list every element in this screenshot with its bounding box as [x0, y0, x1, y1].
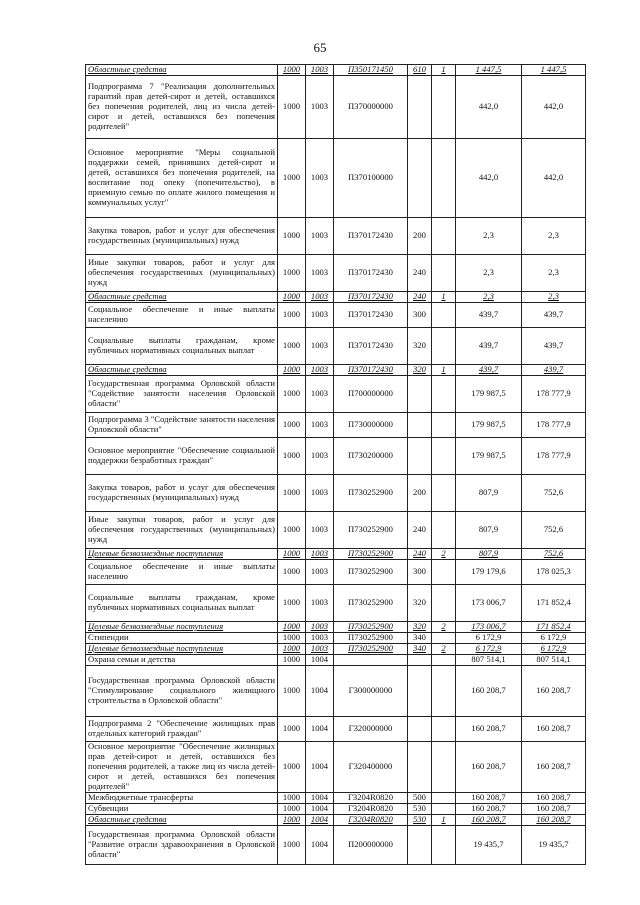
amount-year2-cell: 160 208,7 — [522, 793, 586, 804]
table-row — [86, 218, 586, 255]
row-name-cell: Государственная программа Орловской области "Развитие отрасли здравоохранения в Орловской области" — [86, 826, 278, 865]
expense-type-cell: 500 — [408, 793, 432, 804]
amount-year2-cell: 439,7 — [522, 328, 586, 365]
table-row — [86, 804, 586, 815]
table-row — [86, 292, 586, 303]
amount-year1-cell: 2,3 — [456, 292, 522, 303]
expense-type-cell — [408, 376, 432, 413]
amount-year1-cell: 807,9 — [456, 512, 522, 549]
amount-year2-cell: 442,0 — [522, 76, 586, 139]
subsection-code-cell: 1004 — [306, 804, 334, 815]
expense-type-cell: 320 — [408, 622, 432, 633]
amount-year2-cell: 160 208,7 — [522, 815, 586, 826]
funding-source-cell — [432, 560, 456, 585]
page-number: 65 — [313, 40, 327, 55]
row-name-cell: Межбюджетные трансферты — [86, 793, 278, 804]
subsection-code-cell: 1004 — [306, 666, 334, 717]
amount-year1-cell: 173 006,7 — [456, 585, 522, 622]
expense-type-cell: 240 — [408, 549, 432, 560]
section-code-cell: 1000 — [278, 475, 306, 512]
row-name-cell: Областные средства — [86, 292, 278, 303]
row-name-cell: Целевые безвозмездные поступления — [86, 622, 278, 633]
target-article-cell: П730252900 — [334, 560, 408, 585]
funding-source-cell — [432, 475, 456, 512]
expense-type-cell: 320 — [408, 365, 432, 376]
table-row — [86, 328, 586, 365]
expense-type-cell: 240 — [408, 255, 432, 292]
amount-year2-cell: 160 208,7 — [522, 804, 586, 815]
row-name-cell: Областные средства — [86, 815, 278, 826]
amount-year2-cell: 178 025,3 — [522, 560, 586, 585]
amount-year1-cell: 442,0 — [456, 139, 522, 218]
funding-source-cell — [432, 139, 456, 218]
funding-source-cell — [432, 76, 456, 139]
target-article-cell: П370172430 — [334, 303, 408, 328]
subsection-code-cell: 1004 — [306, 793, 334, 804]
amount-year2-cell: 2,3 — [522, 218, 586, 255]
table-row — [86, 65, 586, 76]
subsection-code-cell: 1003 — [306, 303, 334, 328]
table-row — [86, 793, 586, 804]
target-article-cell: П730252900 — [334, 512, 408, 549]
subsection-code-cell: 1004 — [306, 815, 334, 826]
row-name-cell: Стипендии — [86, 633, 278, 644]
expense-type-cell: 300 — [408, 303, 432, 328]
section-code-cell: 1000 — [278, 622, 306, 633]
target-article-cell: П730252900 — [334, 644, 408, 655]
budget-table-body — [86, 65, 586, 865]
funding-source-cell — [432, 793, 456, 804]
expense-type-cell — [408, 139, 432, 218]
target-article-cell — [334, 655, 408, 666]
subsection-code-cell: 1003 — [306, 255, 334, 292]
row-name-cell: Социальное обеспечение и иные выплаты населению — [86, 560, 278, 585]
amount-year2-cell: 178 777,9 — [522, 413, 586, 438]
row-name-cell: Охрана семьи и детства — [86, 655, 278, 666]
funding-source-cell — [432, 742, 456, 793]
expense-type-cell — [408, 717, 432, 742]
row-name-cell: Иные закупки товаров, работ и услуг для обеспечения государственных (муниципальных) нужд — [86, 512, 278, 549]
subsection-code-cell: 1003 — [306, 475, 334, 512]
table-row — [86, 413, 586, 438]
row-name-cell: Подпрограмма 7 "Реализация дополнительных гарантий прав детей-сирот и детей, оставшихся без попечения родителей, лиц из числа детей-сирот и детей, оставшихся без попечения родителей" — [86, 76, 278, 139]
subsection-code-cell: 1003 — [306, 218, 334, 255]
amount-year1-cell: 160 208,7 — [456, 793, 522, 804]
subsection-code-cell: 1003 — [306, 560, 334, 585]
row-name-cell: Социальное обеспечение и иные выплаты населению — [86, 303, 278, 328]
amount-year2-cell: 1 447,5 — [522, 65, 586, 76]
target-article-cell: П370172430 — [334, 292, 408, 303]
funding-source-cell — [432, 328, 456, 365]
amount-year1-cell: 179 987,5 — [456, 438, 522, 475]
section-code-cell: 1000 — [278, 804, 306, 815]
table-row — [86, 742, 586, 793]
subsection-code-cell: 1003 — [306, 76, 334, 139]
table-row — [86, 365, 586, 376]
target-article-cell: П200000000 — [334, 826, 408, 865]
subsection-code-cell: 1003 — [306, 65, 334, 76]
expense-type-cell: 340 — [408, 633, 432, 644]
funding-source-cell: 2 — [432, 622, 456, 633]
target-article-cell: П370172430 — [334, 365, 408, 376]
subsection-code-cell: 1004 — [306, 717, 334, 742]
subsection-code-cell: 1003 — [306, 292, 334, 303]
amount-year2-cell: 2,3 — [522, 292, 586, 303]
subsection-code-cell: 1003 — [306, 512, 334, 549]
row-name-cell: Закупка товаров, работ и услуг для обеспечения государственных (муниципальных) нужд — [86, 475, 278, 512]
section-code-cell: 1000 — [278, 655, 306, 666]
expense-type-cell: 340 — [408, 644, 432, 655]
section-code-cell: 1000 — [278, 666, 306, 717]
table-row — [86, 255, 586, 292]
section-code-cell: 1000 — [278, 438, 306, 475]
target-article-cell: Г300000000 — [334, 666, 408, 717]
expense-type-cell: 320 — [408, 585, 432, 622]
amount-year1-cell: 442,0 — [456, 76, 522, 139]
target-article-cell: Г3204R0820 — [334, 804, 408, 815]
row-name-cell: Основное мероприятие "Меры социальной поддержки семей, принявших детей-сирот и детей, оставшихся без попечения родителей, на воспитание под опеку (попечительство), в приемную семью по оплате жилого помещения и коммунальных услуг" — [86, 139, 278, 218]
funding-source-cell — [432, 826, 456, 865]
row-name-cell: Государственная программа Орловской области "Стимулирование социального жилищного строительства в Орловской области" — [86, 666, 278, 717]
amount-year2-cell: 752,6 — [522, 475, 586, 512]
funding-source-cell: 2 — [432, 644, 456, 655]
expense-type-cell: 240 — [408, 292, 432, 303]
target-article-cell: Г320000000 — [334, 717, 408, 742]
funding-source-cell — [432, 438, 456, 475]
table-row — [86, 717, 586, 742]
subsection-code-cell: 1003 — [306, 139, 334, 218]
expense-type-cell: 530 — [408, 815, 432, 826]
section-code-cell: 1000 — [278, 255, 306, 292]
amount-year1-cell: 439,7 — [456, 365, 522, 376]
target-article-cell: П730252900 — [334, 549, 408, 560]
table-row — [86, 76, 586, 139]
amount-year2-cell: 6 172,9 — [522, 633, 586, 644]
section-code-cell: 1000 — [278, 793, 306, 804]
amount-year2-cell: 442,0 — [522, 139, 586, 218]
funding-source-cell — [432, 717, 456, 742]
table-row — [86, 475, 586, 512]
row-name-cell: Социальные выплаты гражданам, кроме публичных нормативных социальных выплат — [86, 328, 278, 365]
amount-year1-cell: 179 987,5 — [456, 376, 522, 413]
amount-year1-cell: 807,9 — [456, 475, 522, 512]
section-code-cell: 1000 — [278, 549, 306, 560]
budget-table — [85, 64, 586, 865]
amount-year1-cell: 1 447,5 — [456, 65, 522, 76]
expense-type-cell: 320 — [408, 328, 432, 365]
funding-source-cell — [432, 804, 456, 815]
funding-source-cell — [432, 655, 456, 666]
expense-type-cell — [408, 742, 432, 793]
row-name-cell: Социальные выплаты гражданам, кроме публичных нормативных социальных выплат — [86, 585, 278, 622]
expense-type-cell — [408, 438, 432, 475]
subsection-code-cell: 1003 — [306, 328, 334, 365]
expense-type-cell: 240 — [408, 512, 432, 549]
subsection-code-cell: 1003 — [306, 365, 334, 376]
amount-year2-cell: 439,7 — [522, 303, 586, 328]
amount-year2-cell: 171 852,4 — [522, 585, 586, 622]
target-article-cell: П370172430 — [334, 328, 408, 365]
amount-year1-cell: 179 179,6 — [456, 560, 522, 585]
funding-source-cell: 1 — [432, 292, 456, 303]
section-code-cell: 1000 — [278, 633, 306, 644]
target-article-cell: П370172430 — [334, 255, 408, 292]
target-article-cell: П370100000 — [334, 139, 408, 218]
target-article-cell: П730252900 — [334, 633, 408, 644]
funding-source-cell — [432, 585, 456, 622]
amount-year1-cell: 179 987,5 — [456, 413, 522, 438]
section-code-cell: 1000 — [278, 826, 306, 865]
table-row — [86, 549, 586, 560]
funding-source-cell — [432, 303, 456, 328]
amount-year1-cell: 807,9 — [456, 549, 522, 560]
row-name-cell: Областные средства — [86, 365, 278, 376]
amount-year2-cell: 2,3 — [522, 255, 586, 292]
amount-year1-cell: 160 208,7 — [456, 742, 522, 793]
table-row — [86, 585, 586, 622]
section-code-cell: 1000 — [278, 303, 306, 328]
row-name-cell: Целевые безвозмездные поступления — [86, 549, 278, 560]
amount-year1-cell: 6 172,9 — [456, 644, 522, 655]
target-article-cell: Г320400000 — [334, 742, 408, 793]
row-name-cell: Областные средства — [86, 65, 278, 76]
funding-source-cell: 1 — [432, 65, 456, 76]
amount-year1-cell: 439,7 — [456, 328, 522, 365]
row-name-cell: Подпрограмма 3 "Содействие занятости населения Орловской области" — [86, 413, 278, 438]
target-article-cell: П730000000 — [334, 413, 408, 438]
subsection-code-cell: 1003 — [306, 622, 334, 633]
expense-type-cell: 200 — [408, 475, 432, 512]
table-row — [86, 376, 586, 413]
row-name-cell: Подпрограмма 2 "Обеспечение жилищных прав отдельных категорий граждан" — [86, 717, 278, 742]
funding-source-cell: 1 — [432, 365, 456, 376]
row-name-cell: Субвенции — [86, 804, 278, 815]
amount-year2-cell: 171 852,4 — [522, 622, 586, 633]
table-row — [86, 303, 586, 328]
amount-year1-cell: 160 208,7 — [456, 717, 522, 742]
section-code-cell: 1000 — [278, 512, 306, 549]
section-code-cell: 1000 — [278, 585, 306, 622]
section-code-cell: 1000 — [278, 815, 306, 826]
subsection-code-cell: 1004 — [306, 742, 334, 793]
amount-year1-cell: 173 006,7 — [456, 622, 522, 633]
target-article-cell: Г3204R0820 — [334, 793, 408, 804]
section-code-cell: 1000 — [278, 742, 306, 793]
row-name-cell: Целевые безвозмездные поступления — [86, 644, 278, 655]
subsection-code-cell: 1003 — [306, 585, 334, 622]
funding-source-cell — [432, 218, 456, 255]
amount-year2-cell: 6 172,9 — [522, 644, 586, 655]
subsection-code-cell: 1004 — [306, 655, 334, 666]
table-row — [86, 512, 586, 549]
funding-source-cell — [432, 666, 456, 717]
subsection-code-cell: 1003 — [306, 376, 334, 413]
row-name-cell: Государственная программа Орловской области "Содействие занятости населения Орловской области" — [86, 376, 278, 413]
section-code-cell: 1000 — [278, 365, 306, 376]
row-name-cell: Иные закупки товаров, работ и услуг для обеспечения государственных (муниципальных) нужд — [86, 255, 278, 292]
funding-source-cell — [432, 413, 456, 438]
section-code-cell: 1000 — [278, 717, 306, 742]
expense-type-cell: 300 — [408, 560, 432, 585]
amount-year2-cell: 160 208,7 — [522, 666, 586, 717]
table-row — [86, 139, 586, 218]
subsection-code-cell: 1003 — [306, 438, 334, 475]
amount-year1-cell: 2,3 — [456, 255, 522, 292]
row-name-cell: Закупка товаров, работ и услуг для обеспечения государственных (муниципальных) нужд — [86, 218, 278, 255]
amount-year2-cell: 807 514,1 — [522, 655, 586, 666]
expense-type-cell — [408, 666, 432, 717]
target-article-cell: П370172430 — [334, 218, 408, 255]
amount-year2-cell: 439,7 — [522, 365, 586, 376]
amount-year1-cell: 160 208,7 — [456, 666, 522, 717]
target-article-cell: Г3204R0820 — [334, 815, 408, 826]
subsection-code-cell: 1003 — [306, 633, 334, 644]
amount-year1-cell: 439,7 — [456, 303, 522, 328]
expense-type-cell — [408, 826, 432, 865]
row-name-cell: Основное мероприятие "Обеспечение жилищных прав детей-сирот и детей, оставшихся без попечения родителей, а также лиц из числа детей-сирот и детей, оставшихся без попечения родителей" — [86, 742, 278, 793]
funding-source-cell — [432, 376, 456, 413]
table-row — [86, 644, 586, 655]
amount-year2-cell: 160 208,7 — [522, 717, 586, 742]
section-code-cell: 1000 — [278, 413, 306, 438]
amount-year2-cell: 752,6 — [522, 512, 586, 549]
target-article-cell: П730252900 — [334, 475, 408, 512]
table-row — [86, 666, 586, 717]
amount-year1-cell: 807 514,1 — [456, 655, 522, 666]
target-article-cell: П730252900 — [334, 585, 408, 622]
table-row — [86, 560, 586, 585]
subsection-code-cell: 1003 — [306, 644, 334, 655]
section-code-cell: 1000 — [278, 644, 306, 655]
target-article-cell: П730252900 — [334, 622, 408, 633]
section-code-cell: 1000 — [278, 292, 306, 303]
funding-source-cell: 1 — [432, 815, 456, 826]
expense-type-cell: 200 — [408, 218, 432, 255]
amount-year1-cell: 160 208,7 — [456, 804, 522, 815]
expense-type-cell — [408, 655, 432, 666]
table-row — [86, 655, 586, 666]
funding-source-cell — [432, 512, 456, 549]
target-article-cell: П350171450 — [334, 65, 408, 76]
table-row — [86, 622, 586, 633]
amount-year2-cell: 19 435,7 — [522, 826, 586, 865]
target-article-cell: П370000000 — [334, 76, 408, 139]
expense-type-cell: 530 — [408, 804, 432, 815]
subsection-code-cell: 1003 — [306, 413, 334, 438]
table-row — [86, 438, 586, 475]
amount-year2-cell: 160 208,7 — [522, 742, 586, 793]
section-code-cell: 1000 — [278, 76, 306, 139]
section-code-cell: 1000 — [278, 376, 306, 413]
amount-year1-cell: 6 172,9 — [456, 633, 522, 644]
funding-source-cell — [432, 255, 456, 292]
table-row — [86, 633, 586, 644]
table-row — [86, 826, 586, 865]
amount-year1-cell: 19 435,7 — [456, 826, 522, 865]
funding-source-cell — [432, 633, 456, 644]
target-article-cell: П700000000 — [334, 376, 408, 413]
amount-year2-cell: 752,6 — [522, 549, 586, 560]
subsection-code-cell: 1003 — [306, 549, 334, 560]
section-code-cell: 1000 — [278, 560, 306, 585]
expense-type-cell — [408, 76, 432, 139]
expense-type-cell — [408, 413, 432, 438]
expense-type-cell: 610 — [408, 65, 432, 76]
row-name-cell: Основное мероприятие "Обеспечение социальной поддержки безработных граждан" — [86, 438, 278, 475]
target-article-cell: П730200000 — [334, 438, 408, 475]
amount-year2-cell: 178 777,9 — [522, 438, 586, 475]
section-code-cell: 1000 — [278, 65, 306, 76]
section-code-cell: 1000 — [278, 139, 306, 218]
funding-source-cell: 2 — [432, 549, 456, 560]
amount-year2-cell: 178 777,9 — [522, 376, 586, 413]
table-row — [86, 815, 586, 826]
subsection-code-cell: 1004 — [306, 826, 334, 865]
section-code-cell: 1000 — [278, 328, 306, 365]
amount-year1-cell: 160 208,7 — [456, 815, 522, 826]
section-code-cell: 1000 — [278, 218, 306, 255]
amount-year1-cell: 2,3 — [456, 218, 522, 255]
